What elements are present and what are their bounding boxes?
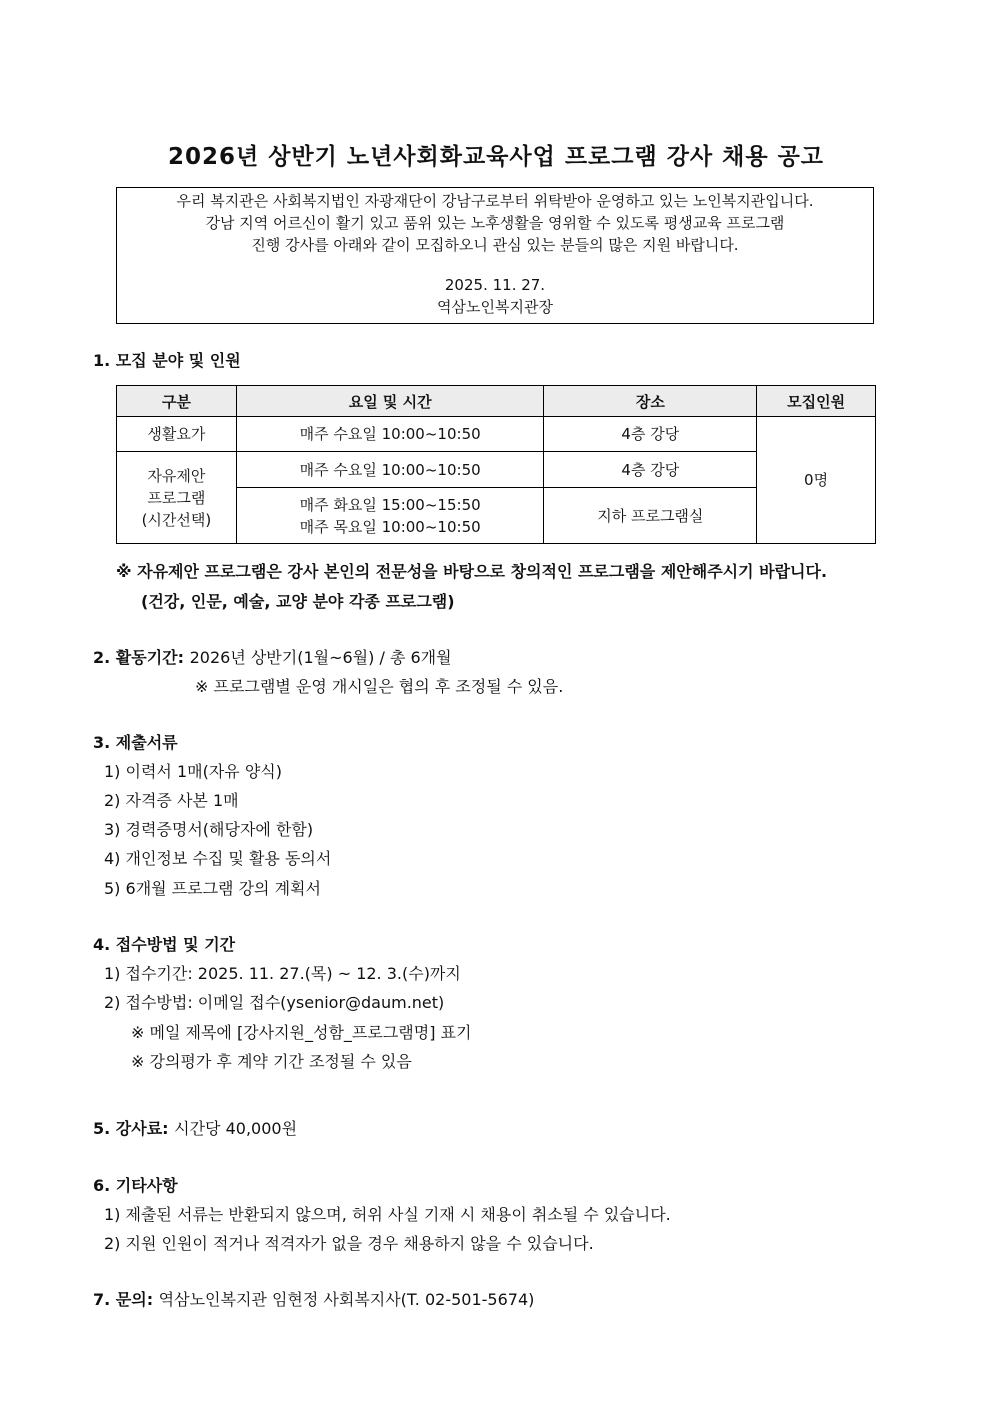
- category-line: 자유제안: [147, 466, 206, 485]
- notice-box: [116, 187, 874, 324]
- table-note-sub: (건강, 인문, 예술, 교양 분야 각종 프로그램): [141, 592, 455, 611]
- list-item: 2) 접수방법: 이메일 접수(ysenior@daum.net): [104, 993, 445, 1012]
- section2-note: ※ 프로그램별 운영 개시일은 협의 후 조정될 수 있음.: [195, 677, 564, 696]
- notice-date: 2025. 11. 27.: [444, 276, 546, 294]
- notice-line: 우리 복지관은 사회복지법인 자광재단이 강남구로부터 위탁받아 운영하고 있는 노인복지관입니다.: [176, 192, 814, 210]
- section7-heading: [93, 1287, 534, 1310]
- section4-note: ※ 메일 제목에 [강사지원_성함_프로그램명] 표기: [131, 1023, 472, 1042]
- section1-heading: 1. 모집 분야 및 인원: [93, 351, 241, 370]
- time-cell: [236, 488, 544, 544]
- column-header: 장소: [544, 386, 757, 417]
- section2-value: 2026년 상반기(1월~6월) / 총 6개월: [189, 648, 452, 667]
- section7-label: 7. 문의:: [93, 1290, 154, 1309]
- section2-label: 2. 활동기간:: [93, 648, 185, 667]
- section7-value: 역삼노인복지관 임현정 사회복지사(T. 02-501-5674): [158, 1290, 535, 1309]
- count-cell: 0명: [757, 417, 876, 544]
- section4-heading: 4. 접수방법 및 기간: [93, 935, 236, 954]
- section3-heading: 3. 제출서류: [93, 733, 178, 752]
- time-line: 매주 화요일 15:00~15:50: [299, 495, 481, 514]
- category-line: (시간선택): [141, 510, 212, 529]
- list-item: 3) 경력증명서(해당자에 한함): [104, 820, 314, 839]
- place-cell: 4층 강당: [544, 417, 757, 452]
- place-cell: 지하 프로그램실: [544, 488, 757, 544]
- place-cell: 4층 강당: [544, 452, 757, 488]
- table-header-row: [117, 386, 876, 417]
- table-note: ※ 자유제안 프로그램은 강사 본인의 전문성을 바탕으로 창의적인 프로그램을 제안해주시기 바랍니다.: [116, 562, 828, 581]
- notice-line: 진행 강사를 아래와 같이 모집하오니 관심 있는 분들의 많은 지원 바랍니다.: [251, 236, 739, 254]
- recruitment-table: [116, 385, 876, 544]
- category-line: 프로그램: [147, 488, 206, 507]
- list-item: 1) 접수기간: 2025. 11. 27.(목) ~ 12. 3.(수)까지: [104, 964, 461, 983]
- list-item: 5) 6개월 프로그램 강의 계획서: [104, 879, 321, 898]
- list-item: 4) 개인정보 수집 및 활용 동의서: [104, 849, 332, 868]
- section4-note: ※ 강의평가 후 계약 기간 조정될 수 있음: [131, 1052, 412, 1071]
- section5-heading: [93, 1116, 297, 1139]
- time-cell: 매주 수요일 10:00~10:50: [236, 452, 544, 488]
- category-cell: 생활요가: [117, 417, 237, 452]
- list-item: 2) 지원 인원이 적거나 적격자가 없을 경우 채용하지 않을 수 있습니다.: [104, 1234, 594, 1253]
- time-line: 매주 목요일 10:00~10:50: [299, 517, 481, 536]
- section5-value: 시간당 40,000원: [174, 1119, 298, 1138]
- table-row: [117, 417, 876, 452]
- column-header: 구분: [117, 386, 237, 417]
- notice-signer: 역삼노인복지관장: [437, 298, 553, 316]
- notice-line: 강남 지역 어르신이 활기 있고 품위 있는 노후생활을 영위할 수 있도록 평생교육 프로그램: [205, 214, 785, 232]
- section6-heading: 6. 기타사항: [93, 1176, 178, 1195]
- column-header: 요일 및 시간: [236, 386, 544, 417]
- list-item: 1) 제출된 서류는 반환되지 않으며, 허위 사실 기재 시 채용이 취소될 수 있습니다.: [104, 1205, 671, 1224]
- list-item: 2) 자격증 사본 1매: [104, 791, 239, 810]
- category-cell: [117, 452, 237, 544]
- time-cell: 매주 수요일 10:00~10:50: [236, 417, 544, 452]
- page-title: 2026년 상반기 노년사회화교육사업 프로그램 강사 채용 공고: [167, 144, 825, 170]
- column-header: 모집인원: [757, 386, 876, 417]
- section2-heading: [93, 645, 452, 668]
- section5-label: 5. 강사료:: [93, 1119, 169, 1138]
- list-item: 1) 이력서 1매(자유 양식): [104, 762, 282, 781]
